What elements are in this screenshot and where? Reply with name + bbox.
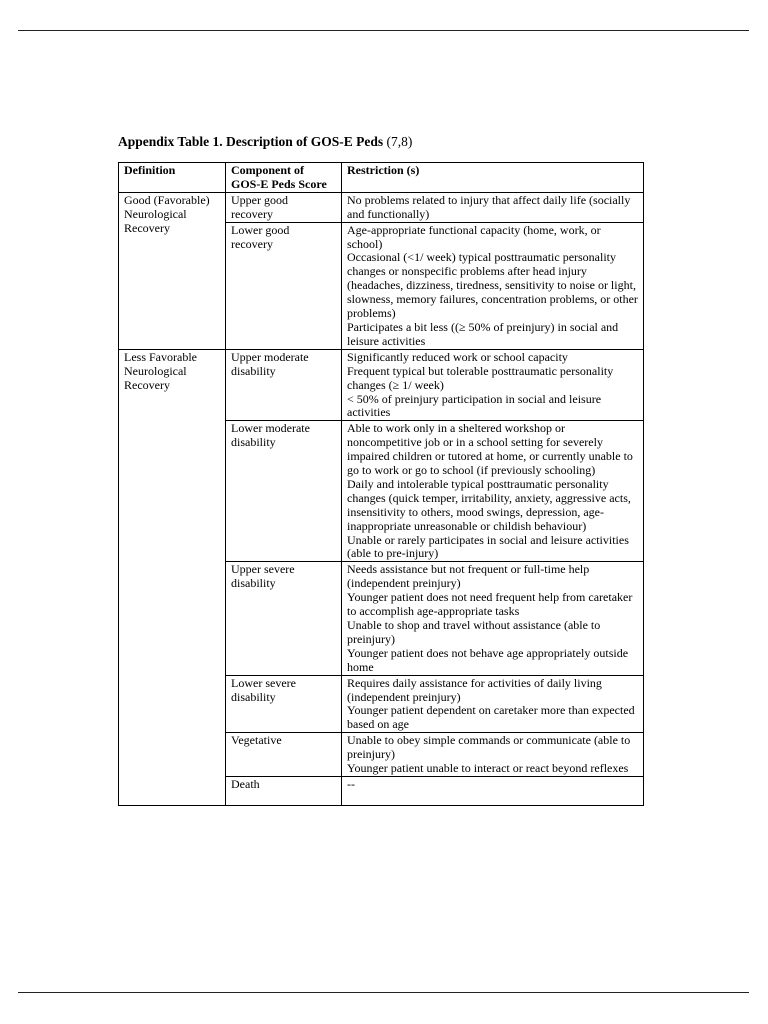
- component-line: Lower good: [231, 222, 290, 237]
- restriction-cell: [342, 192, 644, 222]
- restriction-item: Unable or rarely participates in social and leisure activities (able to pre-injury): [347, 532, 629, 561]
- component-line: disability: [231, 435, 276, 450]
- component-line: disability: [231, 363, 276, 378]
- definition-cell: [119, 192, 226, 349]
- definition-line: Recovery: [124, 377, 170, 392]
- component-cell: [226, 562, 342, 675]
- page-bottom-rule: [18, 992, 749, 993]
- definition-line: Recovery: [124, 220, 170, 235]
- definition-line: Neurological: [124, 206, 187, 221]
- header-component: [226, 163, 342, 193]
- restriction-item: Younger patient does not behave age appropriately outside home: [347, 645, 629, 674]
- component-cell: [226, 192, 342, 222]
- definition-cell: [119, 349, 226, 805]
- restriction-item: --: [347, 776, 355, 791]
- component-line: recovery: [231, 206, 273, 221]
- component-line: recovery: [231, 236, 273, 251]
- restriction-cell: [342, 675, 644, 733]
- component-line: Death: [231, 776, 260, 791]
- component-cell: [226, 776, 342, 805]
- component-line: disability: [231, 689, 276, 704]
- definition-line: Neurological: [124, 363, 187, 378]
- restriction-item: Participates a bit less ((≥ 50% of preinjury) in social and leisure activities: [347, 319, 619, 348]
- restriction-item: No problems related to injury that affect daily life (socially and functionally): [347, 192, 631, 221]
- restriction-item: Younger patient dependent on caretaker more than expected based on age: [347, 703, 635, 732]
- header-definition: Definition: [119, 163, 226, 193]
- component-line: Upper moderate: [231, 349, 309, 364]
- restriction-item: Age-appropriate functional capacity (home, work, or school): [347, 222, 601, 251]
- restriction-item: Significantly reduced work or school capacity: [347, 349, 568, 364]
- restriction-item: Occasional (<1/ week) typical posttraumatic personality changes or nonspecific problems after head injury (headaches, dizziness, tiredness, sensitivity to noise or light, slowness, memory failures, concentration problems, or other problems): [347, 250, 638, 321]
- page-top-rule: [18, 30, 749, 31]
- component-line: Lower moderate: [231, 421, 310, 436]
- component-cell: [226, 222, 342, 349]
- table-row: [119, 349, 644, 421]
- restriction-cell: [342, 776, 644, 805]
- restriction-item: Needs assistance but not frequent or full-time help (independent preinjury): [347, 562, 590, 591]
- restriction-item: Able to work only in a sheltered workshop or noncompetitive job or in a school setting for severely impaired children or tutored at home, or currently unable to go to work or go to school (if previously schooling): [347, 421, 633, 478]
- restriction-cell: [342, 562, 644, 675]
- component-line: Upper severe: [231, 562, 295, 577]
- definition-line: Good (Favorable): [124, 192, 210, 207]
- restriction-cell: [342, 222, 644, 349]
- component-line: Lower severe: [231, 675, 296, 690]
- header-restriction: Restriction (s): [342, 163, 644, 193]
- component-line: Upper good: [231, 192, 288, 207]
- restriction-cell: [342, 421, 644, 562]
- restriction-item: Requires daily assistance for activities of daily living (independent preinjury): [347, 675, 602, 704]
- component-cell: [226, 675, 342, 733]
- restriction-cell: [342, 733, 644, 777]
- gos-e-peds-table: [118, 162, 644, 806]
- restriction-item: < 50% of preinjury participation in social and leisure activities: [347, 391, 602, 420]
- table-header-row: [119, 163, 644, 193]
- caption-reference: (7,8): [383, 134, 413, 149]
- component-cell: [226, 349, 342, 421]
- restriction-item: Younger patient does not need frequent help from caretaker to accomplish age-appropriate tasks: [347, 590, 633, 619]
- definition-line: Less Favorable: [124, 349, 197, 364]
- caption-title: Appendix Table 1. Description of GOS-E Peds: [118, 134, 384, 149]
- restriction-item: Daily and intolerable typical posttraumatic personality changes (quick temper, irritability, anxiety, aggressive acts, insensitivity to others, mood swings, depression, age-inappropriate unreasonable or childish behaviour): [347, 476, 631, 533]
- table-caption: [118, 134, 412, 150]
- component-cell: [226, 733, 342, 777]
- restriction-item: Unable to shop and travel without assistance (able to preinjury): [347, 618, 601, 646]
- component-line: disability: [231, 576, 276, 591]
- restriction-cell: [342, 349, 644, 421]
- table-row: [119, 192, 644, 222]
- header-component-line: Component of: [231, 163, 305, 177]
- component-line: Vegetative: [231, 733, 282, 748]
- restriction-item: Frequent typical but tolerable posttraumatic personality changes (≥ 1/ week): [347, 363, 614, 392]
- header-component-line: GOS-E Peds Score: [231, 176, 327, 191]
- restriction-item: Unable to obey simple commands or communicate (able to preinjury): [347, 733, 631, 762]
- component-cell: [226, 421, 342, 562]
- restriction-item: Younger patient unable to interact or react beyond reflexes: [347, 761, 629, 776]
